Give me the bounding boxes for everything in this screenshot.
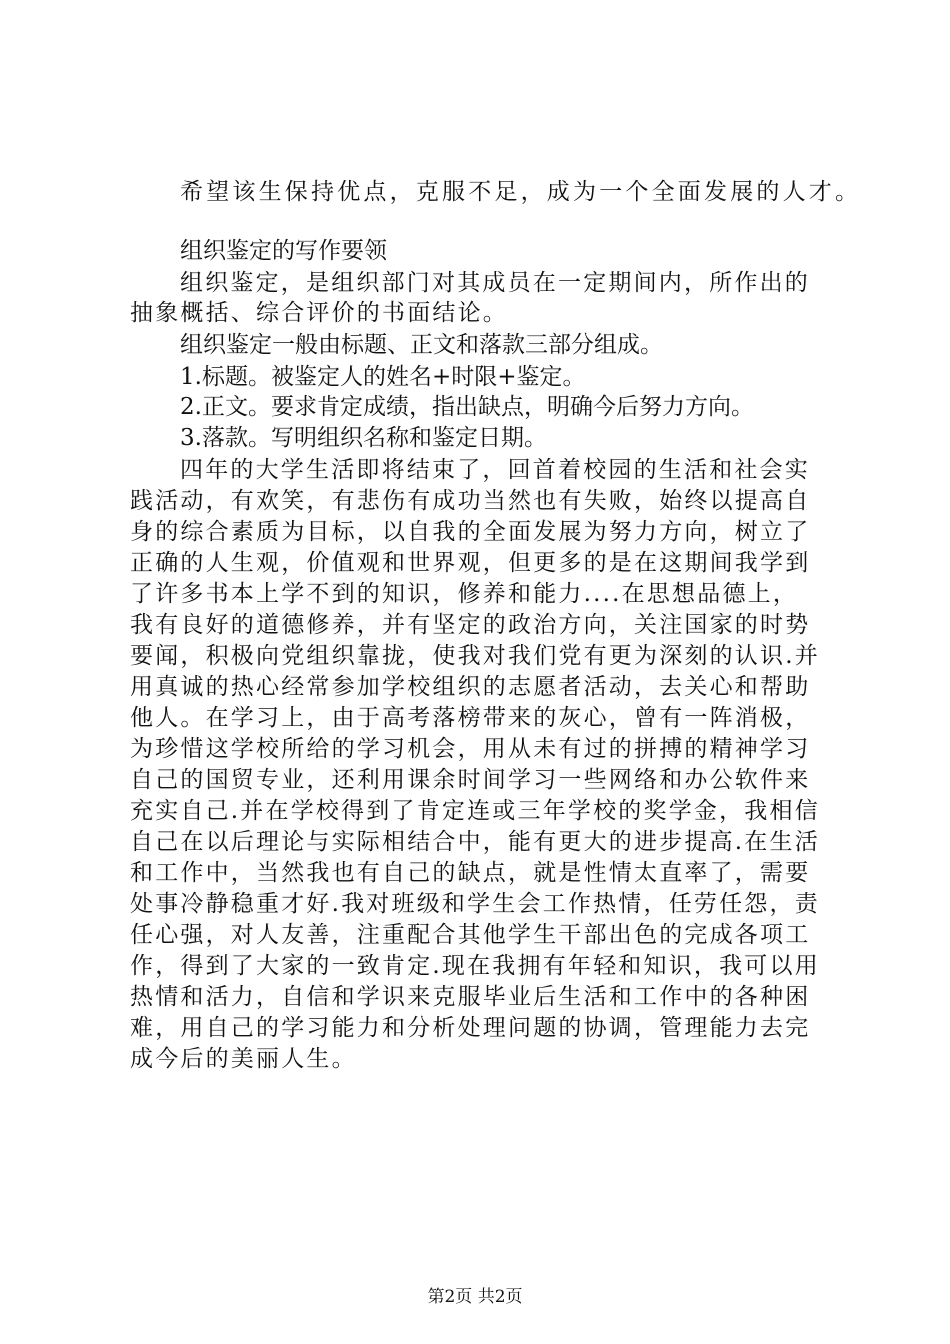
closing-paragraph: 希望该生保持优点，克服不足，成为一个全面发展的人才。 (180, 179, 862, 205)
list-item: 2.正文。要求肯定成绩，指出缺点，明确今后努力方向。 (180, 394, 754, 420)
body-line: 作，得到了大家的一致肯定.现在我拥有年轻和知识，我可以用 (130, 953, 820, 979)
body-line: 用真诚的热心经常参加学校组织的志愿者活动，去关心和帮助 (130, 674, 811, 700)
body-line: 了许多书本上学不到的知识，修养和能力....在思想品德上， (130, 581, 799, 607)
section-title: 组织鉴定的写作要领 (180, 238, 387, 264)
body-line: 为珍惜这学校所给的学习机会，用从未有过的拼搏的精神学习 (130, 736, 811, 762)
body-line: 充实自己.并在学校得到了肯定连或三年学校的奖学金，我相信 (130, 798, 820, 824)
list-item: 1.标题。被鉴定人的姓名+时限+鉴定。 (180, 364, 586, 390)
page-number-footer: 第2页 共2页 (427, 1287, 523, 1307)
body-line: 他人。在学习上，由于高考落榜带来的灰心，曾有一阵消极， (130, 705, 811, 731)
definition-line: 组织鉴定，是组织部门对其成员在一定期间内，所作出的 (180, 270, 810, 296)
body-line: 任心强，对人友善，注重配合其他学生干部出色的完成各项工 (130, 922, 811, 948)
body-line: 自己在以后理论与实际相结合中，能有更大的进步提高.在生活 (130, 829, 820, 855)
body-line: 践活动，有欢笑，有悲伤有成功当然也有失败，始终以提高自 (130, 488, 811, 514)
body-line: 自己的国贸专业，还利用课余时间学习一些网络和办公软件来 (130, 767, 811, 793)
body-line: 处事冷静稳重才好.我对班级和学生会工作热情，任劳任怨，责 (130, 891, 820, 917)
body-line: 难，用自己的学习能力和分析处理问题的协调，管理能力去完 (130, 1015, 811, 1041)
body-line: 四年的大学生活即将结束了，回首着校园的生活和社会实 (180, 457, 810, 483)
definition-line: 抽象概括、综合评价的书面结论。 (130, 300, 508, 326)
body-line: 我有良好的道德修养，并有坚定的政治方向，关注国家的时势 (130, 612, 811, 638)
body-line: 正确的人生观，价值观和世界观，但更多的是在这期间我学到 (130, 550, 811, 576)
composition-line: 组织鉴定一般由标题、正文和落款三部分组成。 (180, 332, 663, 358)
body-line: 和工作中，当然我也有自己的缺点，就是性情太直率了，需要 (130, 860, 811, 886)
list-item: 3.落款。写明组织名称和鉴定日期。 (180, 425, 547, 451)
body-line: 热情和活力，自信和学识来克服毕业后生活和工作中的各种困 (130, 984, 811, 1010)
body-line: 要闻，积极向党组织靠拢，使我对我们党有更为深刻的认识.并 (130, 643, 820, 669)
body-line: 身的综合素质为目标，以自我的全面发展为努力方向，树立了 (130, 519, 811, 545)
body-line: 成今后的美丽人生。 (130, 1046, 357, 1072)
